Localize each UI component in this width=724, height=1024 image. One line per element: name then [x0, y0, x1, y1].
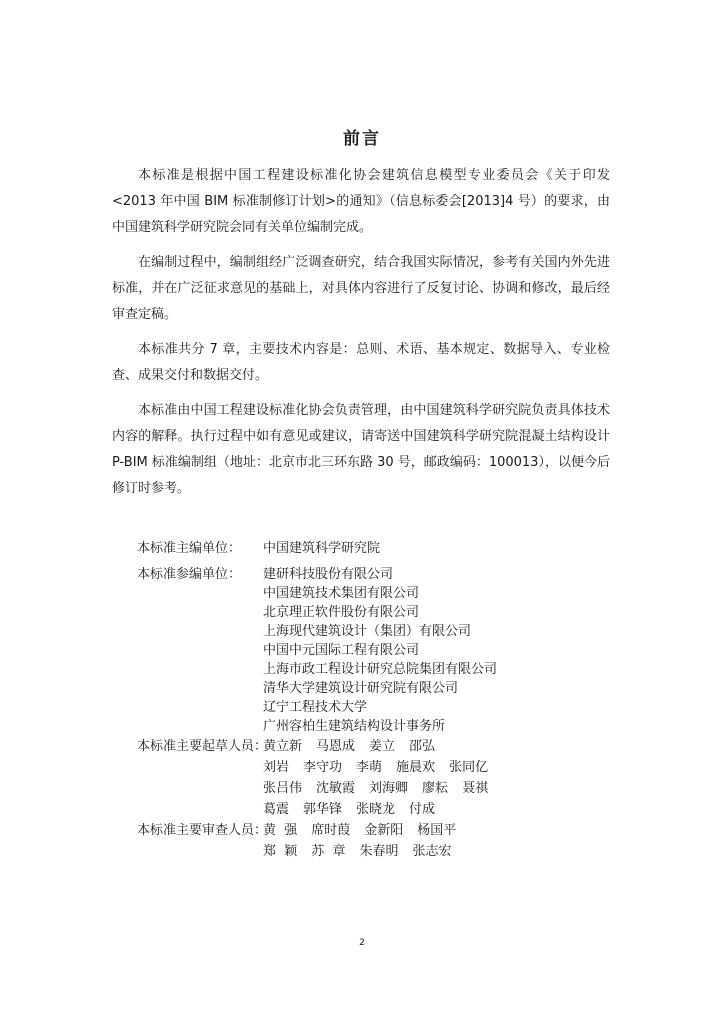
participating-unit: 上海现代建筑设计（集团）有限公司	[263, 624, 472, 639]
drafter-name: 张吕伟	[263, 781, 303, 796]
drafter-name: 付成	[409, 802, 436, 817]
chief-editor-unit-label: 本标准主编单位：	[137, 541, 242, 556]
drafter-name: 聂祺	[462, 781, 489, 796]
participating-unit: 中国建筑技术集团有限公司	[263, 586, 420, 601]
drafter-name: 张同亿	[449, 760, 489, 775]
drafter-name: 马恩成	[316, 739, 356, 754]
drafters-label: 本标准主要起草人员：	[137, 739, 268, 754]
drafter-name: 黄立新	[263, 739, 303, 754]
drafter-name: 李守功	[303, 760, 343, 775]
page-number: 2	[359, 938, 365, 948]
drafters-list	[263, 736, 617, 820]
preface-paragraph-2: 在编制过程中，编制组经广泛调查研究，结合我国实际情况，参考有关国内外先进标准，并在广泛征求意见的基础上，对具体内容进行了反复讨论、协调和修改，最后经审查定稿。	[112, 255, 610, 322]
reviewers-label: 本标准主要审查人员：	[137, 823, 268, 838]
reviewer-name: 金新阳	[364, 823, 404, 838]
drafter-name: 施晨欢	[396, 760, 436, 775]
participating-unit: 广州容柏生建筑结构设计事务所	[263, 719, 446, 734]
reviewer-name: 苏 章	[311, 844, 346, 859]
drafters-row	[137, 736, 617, 820]
participating-unit: 辽宁工程技术大学	[263, 700, 368, 715]
reviewers-row	[137, 820, 617, 862]
participating-units-list	[263, 565, 617, 736]
reviewer-name: 黄 强	[263, 823, 298, 838]
preface-paragraph-4: 本标准由中国工程建设标准化协会负责管理，由中国建筑科学研究院负责具体技术内容的解释。执行过程中如有意见或建议，请寄送中国建筑科学研究院混凝土结构设计 P-BIM 标准编制组（地址：北京市北三环东路 30 号，邮政编码：100013），以便今后修订时参考。	[112, 403, 610, 496]
preface-paragraph-3: 本标准共分 7 章，主要技术内容是：总则、术语、基本规定、数据导入、专业检查、成果交付和数据交付。	[112, 342, 610, 383]
participating-unit: 北京理正软件股份有限公司	[263, 605, 420, 620]
reviewers-list	[263, 820, 617, 862]
preface-paragraph-1: 本标准是根据中国工程建设标准化协会建筑信息模型专业委员会《关于印发<2013 年中国 BIM 标准制修订计划>的通知》（信息标委会[2013]4 号）的要求，由中国建筑科学研究院会同有关单位编制完成。	[112, 168, 610, 235]
reviewer-name: 杨国平	[417, 823, 457, 838]
chief-editor-unit: 中国建筑科学研究院	[263, 541, 381, 556]
reviewer-name: 朱春明	[359, 844, 399, 859]
drafter-name: 刘岩	[263, 760, 290, 775]
participating-unit: 清华大学建筑设计研究院有限公司	[263, 681, 459, 696]
drafter-name: 李萌	[356, 760, 383, 775]
drafter-name: 葛震	[263, 802, 290, 817]
drafter-name: 姜立	[369, 739, 396, 754]
drafter-name: 邵弘	[409, 739, 436, 754]
drafter-name: 郭华锋	[303, 802, 343, 817]
participating-unit: 中国中元国际工程有限公司	[263, 643, 420, 658]
participating-unit: 建研科技股份有限公司	[263, 567, 394, 582]
drafter-name: 刘海卿	[369, 781, 409, 796]
participating-units-label: 本标准参编单位：	[137, 567, 242, 582]
reviewer-name: 郑 颖	[263, 844, 298, 859]
reviewer-name: 张志宏	[412, 844, 452, 859]
participating-units-row	[137, 565, 617, 736]
editorial-units	[137, 537, 617, 862]
drafter-name: 张晓龙	[356, 802, 396, 817]
reviewer-name: 席时葭	[311, 823, 351, 838]
page-title: 前言	[343, 129, 381, 149]
drafter-name: 廖耘	[422, 781, 449, 796]
chief-editor-unit-row	[137, 537, 617, 565]
drafter-name: 沈敏霞	[316, 781, 356, 796]
participating-unit: 上海市政工程设计研究总院集团有限公司	[263, 662, 498, 677]
